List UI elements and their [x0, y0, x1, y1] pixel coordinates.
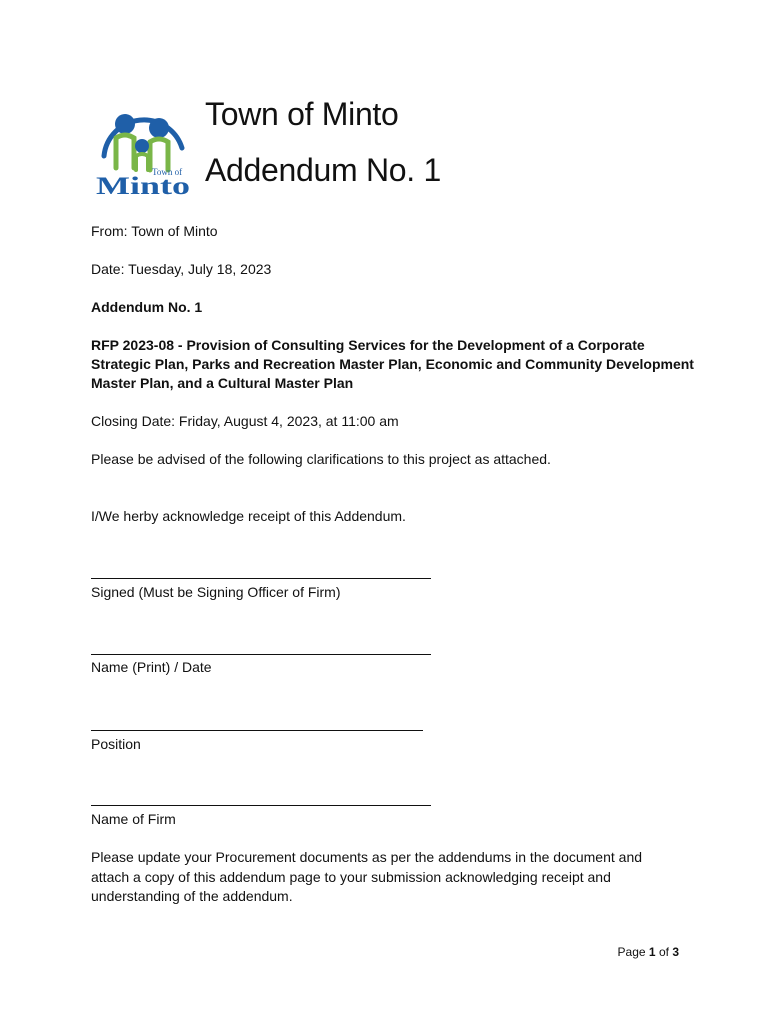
from-line: From: Town of Minto [91, 223, 218, 239]
page-number [618, 945, 679, 959]
advised-line: Please be advised of the following clarifications to this project as attached. [91, 451, 551, 467]
current-page: 1 [648, 945, 656, 959]
town-of-minto-logo [94, 96, 192, 196]
firm-name-label: Name of Firm [91, 811, 176, 827]
document-title: Town of Minto [205, 96, 399, 132]
page-label: Page [617, 945, 646, 959]
rfp-title-line-1: RFP 2023-08 - Provision of Consulting Services for the Development of a Corporate [91, 337, 645, 353]
of-label: of [658, 945, 669, 959]
svg-text:Minto: Minto [96, 173, 190, 196]
date-line: Date: Tuesday, July 18, 2023 [91, 261, 272, 277]
acknowledge-line: I/We herby acknowledge receipt of this Addendum. [91, 508, 406, 524]
position-label: Position [91, 736, 141, 752]
svg-text:Town of: Town of [152, 167, 183, 177]
signature-label: Signed (Must be Signing Officer of Firm) [91, 584, 341, 600]
position-input-line[interactable] [91, 730, 423, 731]
addendum-heading: Addendum No. 1 [91, 299, 203, 315]
closing-paragraph: Please update your Procurement documents as per the addendums in the document and attach a copy of this addendum page to your submission acknowledging receipt and understanding of the addendum. [91, 849, 643, 904]
total-pages: 3 [672, 945, 679, 959]
rfp-title-line-3: Master Plan, and a Cultural Master Plan [91, 375, 354, 391]
signature-input-line[interactable] [91, 578, 431, 579]
document-subtitle: Addendum No. 1 [205, 152, 441, 188]
name-date-label: Name (Print) / Date [91, 659, 212, 675]
closing-date-line: Closing Date: Friday, August 4, 2023, at 11:00 am [91, 413, 399, 429]
firm-name-input-line[interactable] [91, 805, 431, 806]
rfp-title-line-2: Strategic Plan, Parks and Recreation Master Plan, Economic and Community Development [91, 356, 694, 372]
name-date-input-line[interactable] [91, 654, 431, 655]
